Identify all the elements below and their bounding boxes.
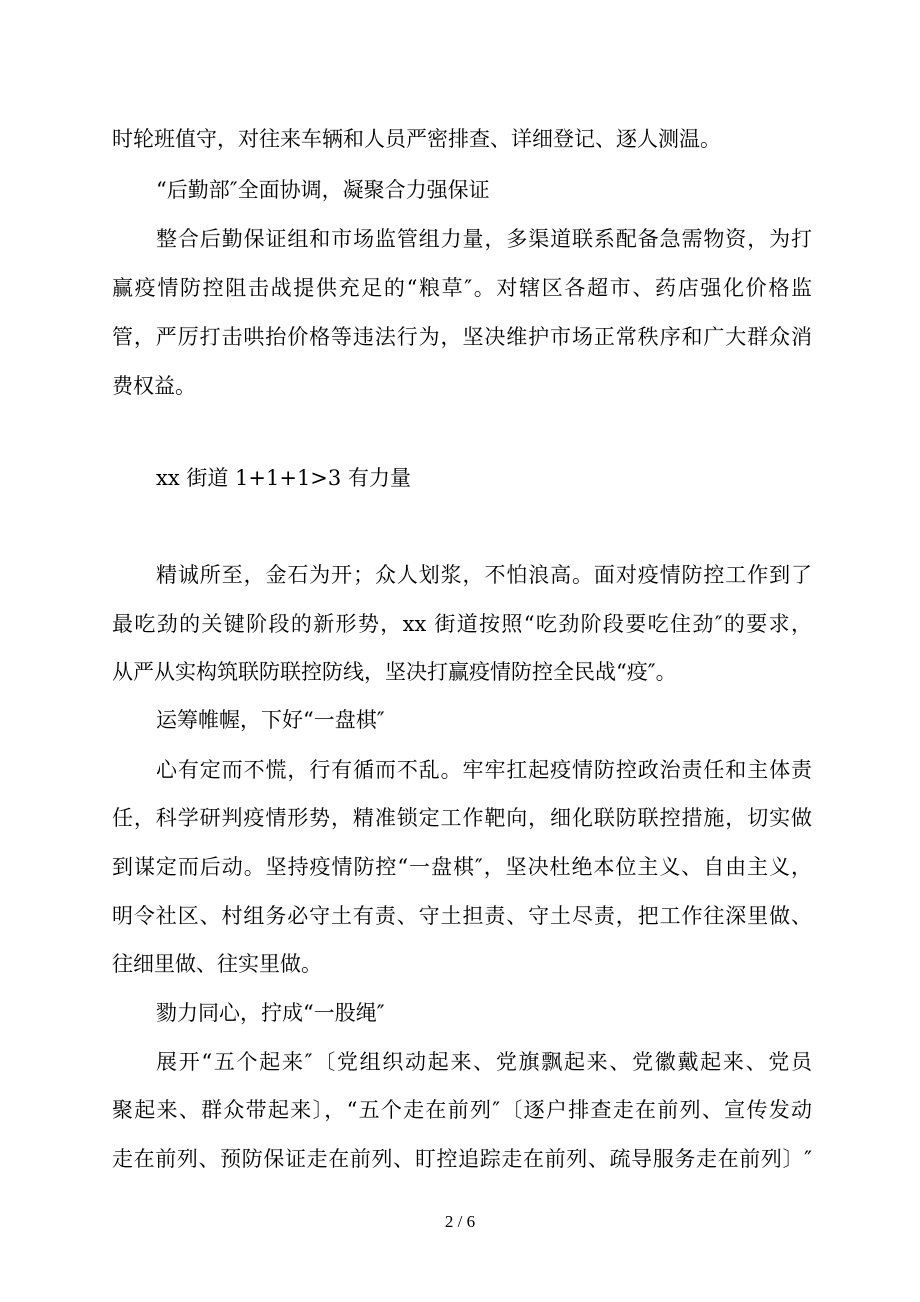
paragraph-line: 心有定而不慌，行有循而不乱。牢牢扛起疫情防控政治责任和主体责 xyxy=(156,758,812,782)
paragraph-line: 从严从实构筑联防联控防线，坚决打赢疫情防控全民战“疫″。 xyxy=(112,660,677,684)
paragraph-line: 聚起来、群众带起来〕，“五个走在前列″〔逐户排查走在前列、宣传发动 xyxy=(112,1098,812,1122)
paragraph-line: 到谋定而后动。坚持疫情防控“一盘棋″，坚决杜绝本位主义、自由主义， xyxy=(112,855,812,879)
paragraph-line: 展开“五个起来″〔党组织动起来、党旗飘起来、党徽戴起来、党员 xyxy=(156,1050,812,1074)
section-heading: 勠力同心，拧成“一股绳″ xyxy=(156,1001,385,1025)
section-heading: 运筹帷幄，下好“一盘棋″ xyxy=(156,708,385,732)
paragraph-line: 最吃劲的关键阶段的新形势，xx 街道按照“吃劲阶段要吃住劲″的要求， xyxy=(112,612,812,636)
paragraph-line: 走在前列、预防保证走在前列、盯控追踪走在前列、疏导服务走在前列〕″ xyxy=(112,1147,812,1171)
paragraph-line: 费权益。 xyxy=(112,374,196,398)
paragraph-line: 时轮班值守，对往来车辆和人员严密排查、详细登记、逐人测温。 xyxy=(112,127,721,151)
paragraph-line: 任，科学研判疫情形势，精准锁定工作靶向，细化联防联控措施，切实做 xyxy=(112,806,812,830)
paragraph-line: 往细里做、往实里做。 xyxy=(112,952,322,976)
paragraph-line: 精诚所至，金石为开；众人划浆，不怕浪高。面对疫情防控工作到了 xyxy=(156,563,812,587)
paragraph-line: 赢疫情防控阻击战提供充足的“粮草″。对辖区各超市、药店强化价格监 xyxy=(112,276,812,300)
paragraph-line: 管，严厉打击哄抬价格等违法行为，坚决维护市场正常秩序和广大群众消 xyxy=(112,325,812,349)
section-heading: “后勤部″全面协调，凝聚合力强保证 xyxy=(156,178,490,202)
paragraph-line: 明令社区、村组务必守土有责、守土担责、守土尽责，把工作往深里做、 xyxy=(112,904,812,928)
article-title: xx 街道 1+1+1>3 有力量 xyxy=(156,466,411,490)
page-number: 2 / 6 xyxy=(444,1212,476,1231)
paragraph-line: 整合后勤保证组和市场监管组力量，多渠道联系配备急需物资，为打 xyxy=(156,227,812,251)
